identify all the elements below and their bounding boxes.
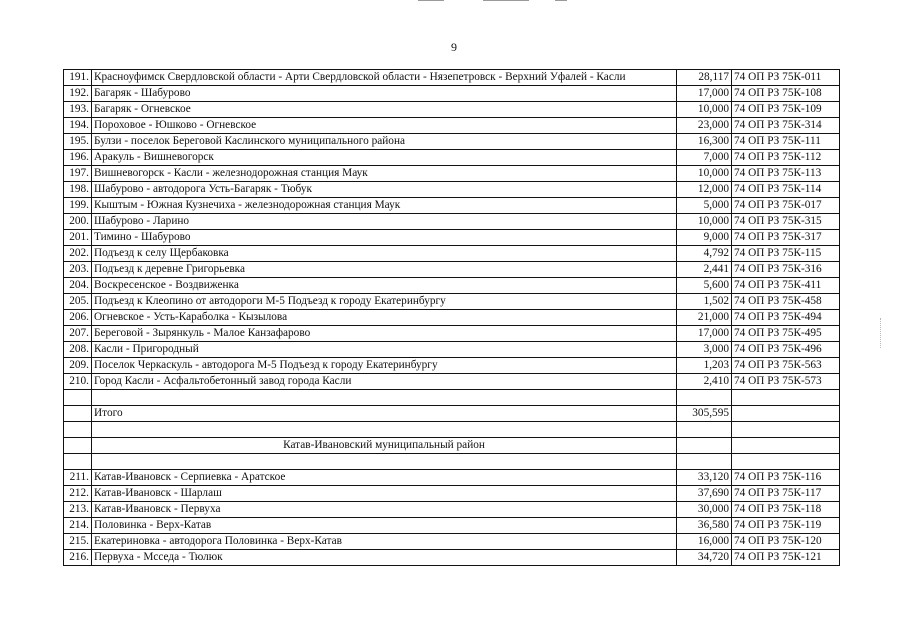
roads-table (63, 69, 840, 566)
road-length: 3,000 (677, 342, 732, 358)
road-name: Половинка - Верх-Катав (92, 518, 677, 534)
empty-cell (732, 422, 840, 438)
road-length: 21,000 (677, 310, 732, 326)
row-number: 214. (64, 518, 92, 534)
table-row (64, 470, 840, 486)
road-length: 7,000 (677, 150, 732, 166)
road-length: 16,300 (677, 134, 732, 150)
road-length: 36,580 (677, 518, 732, 534)
road-code: 74 ОП РЗ 75К-119 (732, 518, 840, 534)
road-length: 2,441 (677, 262, 732, 278)
road-name: Касли - Пригородный (92, 342, 677, 358)
road-name: Шабурово - автодорога Усть-Багаряк - Тюбук (92, 182, 677, 198)
road-name: Вишневогорск - Касли - железнодорожная станция Маук (92, 166, 677, 182)
road-name: Булзи - поселок Береговой Каслинского муниципального района (92, 134, 677, 150)
road-length: 1,502 (677, 294, 732, 310)
road-name: Подъезд к селу Щербаковка (92, 246, 677, 262)
row-number: 211. (64, 470, 92, 486)
spacer-row (64, 390, 840, 406)
table-row (64, 310, 840, 326)
road-code: 74 ОП РЗ 75К-115 (732, 246, 840, 262)
row-number: 203. (64, 262, 92, 278)
road-length: 5,600 (677, 278, 732, 294)
road-name: Первуха - Мсседа - Тюлюк (92, 550, 677, 566)
road-name: Пороховое - Юшково - Огневское (92, 118, 677, 134)
road-code: 74 ОП РЗ 75К-114 (732, 182, 840, 198)
row-number: 209. (64, 358, 92, 374)
empty-cell (64, 422, 92, 438)
empty-cell (732, 438, 840, 454)
table-row (64, 102, 840, 118)
table-row (64, 166, 840, 182)
row-number: 197. (64, 166, 92, 182)
road-code: 74 ОП РЗ 75К-113 (732, 166, 840, 182)
table-row (64, 230, 840, 246)
row-number: 195. (64, 134, 92, 150)
road-code: 74 ОП РЗ 75К-563 (732, 358, 840, 374)
road-name: Багаряк - Огневское (92, 102, 677, 118)
table-row (64, 358, 840, 374)
row-number: 202. (64, 246, 92, 262)
empty-cell (64, 454, 92, 470)
road-name: Катав-Ивановск - Шарлаш (92, 486, 677, 502)
road-length: 23,000 (677, 118, 732, 134)
road-length: 9,000 (677, 230, 732, 246)
table-row (64, 134, 840, 150)
road-name: Тимино - Шабурово (92, 230, 677, 246)
road-code: 74 ОП РЗ 75К-117 (732, 486, 840, 502)
row-number: 216. (64, 550, 92, 566)
road-code: 74 ОП РЗ 75К-317 (732, 230, 840, 246)
road-name: Красноуфимск Свердловской области - Арти Свердловской области - Нязепетровск - Верхний Уфалей - Касли (92, 70, 677, 86)
row-number: 215. (64, 534, 92, 550)
row-number: 201. (64, 230, 92, 246)
road-length: 34,720 (677, 550, 732, 566)
row-number: 200. (64, 214, 92, 230)
road-code: 74 ОП РЗ 75К-120 (732, 534, 840, 550)
road-code: 74 ОП РЗ 75К-411 (732, 278, 840, 294)
road-code: 74 ОП РЗ 75К-573 (732, 374, 840, 390)
page-number: 9 (451, 40, 457, 54)
road-code: 74 ОП РЗ 75К-315 (732, 214, 840, 230)
empty-cell (732, 406, 840, 422)
row-number: 196. (64, 150, 92, 166)
table-row (64, 342, 840, 358)
district-heading-row (64, 438, 840, 454)
empty-cell (64, 438, 92, 454)
row-number: 207. (64, 326, 92, 342)
district-title: Катав-Ивановский муниципальный район (92, 438, 677, 454)
table-row (64, 502, 840, 518)
road-length: 28,117 (677, 70, 732, 86)
total-label: Итого (92, 406, 677, 422)
scan-artifact-line (483, 0, 529, 1)
road-length: 17,000 (677, 326, 732, 342)
empty-cell (677, 454, 732, 470)
road-name: Шабурово - Ларино (92, 214, 677, 230)
road-code: 74 ОП РЗ 75К-494 (732, 310, 840, 326)
row-number: 206. (64, 310, 92, 326)
road-name: Город Касли - Асфальтобетонный завод города Касли (92, 374, 677, 390)
road-length: 17,000 (677, 86, 732, 102)
road-code: 74 ОП РЗ 75К-011 (732, 70, 840, 86)
table-row (64, 486, 840, 502)
road-code: 74 ОП РЗ 75К-458 (732, 294, 840, 310)
table-row (64, 246, 840, 262)
row-number: 213. (64, 502, 92, 518)
road-length: 10,000 (677, 214, 732, 230)
table-row (64, 182, 840, 198)
table-row (64, 198, 840, 214)
empty-cell (677, 390, 732, 406)
empty-cell (64, 406, 92, 422)
road-length: 12,000 (677, 182, 732, 198)
table-row (64, 326, 840, 342)
roads-table-body (64, 70, 840, 566)
road-length: 30,000 (677, 502, 732, 518)
road-name: Огневское - Усть-Караболка - Кызылова (92, 310, 677, 326)
road-code: 74 ОП РЗ 75К-111 (732, 134, 840, 150)
margin-artifact (880, 318, 882, 348)
road-length: 37,690 (677, 486, 732, 502)
road-name: Подъезд к деревне Григорьевка (92, 262, 677, 278)
road-length: 16,000 (677, 534, 732, 550)
row-number: 192. (64, 86, 92, 102)
table-row (64, 294, 840, 310)
road-length: 4,792 (677, 246, 732, 262)
road-code: 74 ОП РЗ 75К-121 (732, 550, 840, 566)
row-number: 194. (64, 118, 92, 134)
total-length: 305,595 (677, 406, 732, 422)
empty-cell (677, 422, 732, 438)
road-name: Береговой - Зырянкуль - Малое Канзафарово (92, 326, 677, 342)
row-number: 210. (64, 374, 92, 390)
road-code: 74 ОП РЗ 75К-017 (732, 198, 840, 214)
road-code: 74 ОП РЗ 75К-314 (732, 118, 840, 134)
road-name: Багаряк - Шабурово (92, 86, 677, 102)
table-row (64, 278, 840, 294)
table-row (64, 534, 840, 550)
road-code: 74 ОП РЗ 75К-118 (732, 502, 840, 518)
row-number: 212. (64, 486, 92, 502)
spacer-row (64, 454, 840, 470)
road-length: 10,000 (677, 102, 732, 118)
empty-cell (64, 390, 92, 406)
road-code: 74 ОП РЗ 75К-112 (732, 150, 840, 166)
road-length: 5,000 (677, 198, 732, 214)
road-name: Кыштым - Южная Кузнечиха - железнодорожная станция Маук (92, 198, 677, 214)
road-name: Подъезд к Клеопино от автодороги М-5 Подъезд к городу Екатеринбургу (92, 294, 677, 310)
road-length: 1,203 (677, 358, 732, 374)
empty-cell (677, 438, 732, 454)
table-row (64, 214, 840, 230)
road-length: 2,410 (677, 374, 732, 390)
road-code: 74 ОП РЗ 75К-495 (732, 326, 840, 342)
empty-cell (732, 454, 840, 470)
road-name: Воскресенское - Воздвиженка (92, 278, 677, 294)
scan-artifact-line (555, 0, 567, 1)
road-code: 74 ОП РЗ 75К-108 (732, 86, 840, 102)
road-name: Поселок Черкаскуль - автодорога М-5 Подъезд к городу Екатеринбургу (92, 358, 677, 374)
row-number: 199. (64, 198, 92, 214)
empty-cell (732, 390, 840, 406)
empty-cell (92, 422, 677, 438)
table-row (64, 150, 840, 166)
table-row (64, 262, 840, 278)
row-number: 208. (64, 342, 92, 358)
road-code: 74 ОП РЗ 75К-316 (732, 262, 840, 278)
table-row (64, 518, 840, 534)
road-name: Аракуль - Вишневогорск (92, 150, 677, 166)
row-number: 193. (64, 102, 92, 118)
road-code: 74 ОП РЗ 75К-116 (732, 470, 840, 486)
road-code: 74 ОП РЗ 75К-496 (732, 342, 840, 358)
table-row (64, 550, 840, 566)
scan-artifact-line (418, 0, 444, 1)
empty-cell (92, 390, 677, 406)
empty-cell (92, 454, 677, 470)
table-row (64, 374, 840, 390)
row-number: 198. (64, 182, 92, 198)
table-row (64, 70, 840, 86)
table-row (64, 86, 840, 102)
road-length: 33,120 (677, 470, 732, 486)
road-name: Екатериновка - автодорога Половинка - Верх-Катав (92, 534, 677, 550)
road-name: Катав-Ивановск - Серпиевка - Аратское (92, 470, 677, 486)
row-number: 204. (64, 278, 92, 294)
spacer-row (64, 422, 840, 438)
road-code: 74 ОП РЗ 75К-109 (732, 102, 840, 118)
road-name: Катав-Ивановск - Первуха (92, 502, 677, 518)
table-row (64, 118, 840, 134)
total-row (64, 406, 840, 422)
row-number: 191. (64, 70, 92, 86)
row-number: 205. (64, 294, 92, 310)
road-length: 10,000 (677, 166, 732, 182)
